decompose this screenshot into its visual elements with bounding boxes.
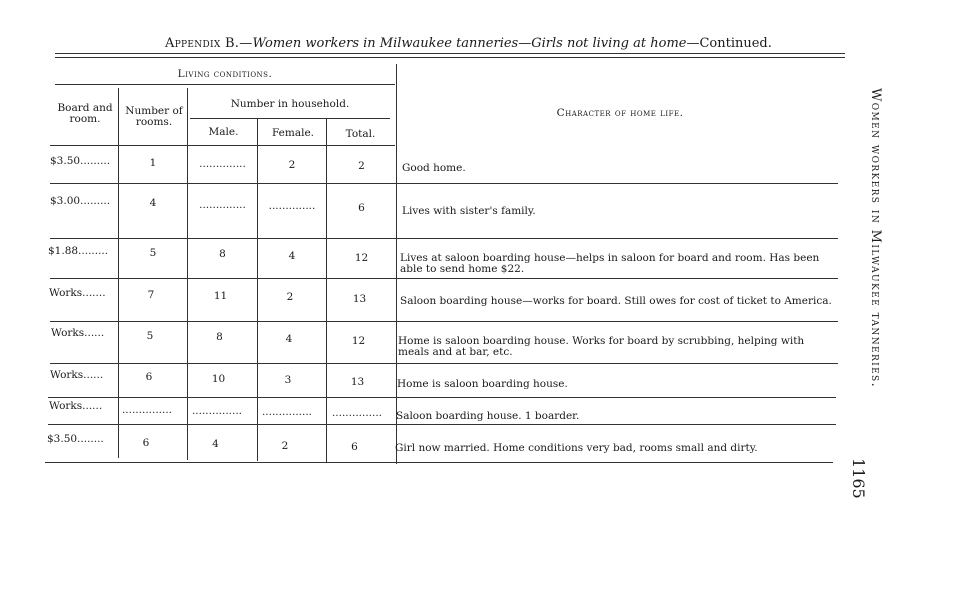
header-character: Character of home life. — [556, 107, 684, 119]
row5-total: 12 — [351, 335, 366, 347]
header-household-rule — [190, 118, 390, 119]
row1-total: 2 — [358, 160, 365, 172]
row1-male: .............. — [199, 158, 246, 170]
row4-rooms: 7 — [147, 289, 155, 301]
header-household: Number in household. — [230, 98, 350, 110]
header-group-rule — [55, 84, 395, 85]
vrule-board — [118, 88, 119, 458]
header-living-conditions: Living conditions. — [177, 68, 273, 80]
row4-board: Works....... — [49, 287, 106, 299]
row4-male: 11 — [213, 290, 228, 302]
row7-board: Works...... — [49, 400, 103, 412]
row5-rooms: 5 — [146, 330, 154, 342]
row7-total: ............... — [331, 407, 383, 419]
top-rule-2 — [55, 57, 845, 58]
top-rule-1 — [55, 53, 845, 54]
row-rule-2 — [50, 238, 838, 239]
row5-male: 8 — [216, 331, 223, 343]
row1-female: 2 — [288, 159, 296, 171]
row6-character: Home is saloon boarding house. — [397, 378, 568, 390]
row6-total: 13 — [350, 376, 365, 388]
page-number: 1165 — [849, 458, 868, 499]
row3-board: $1.88......... — [48, 245, 109, 257]
row3-female: 4 — [288, 250, 296, 262]
row2-character: Lives with sister's family. — [402, 205, 536, 217]
row-rule-1 — [50, 183, 838, 184]
row7-rooms: ............... — [121, 404, 173, 416]
row-rule-6 — [48, 397, 836, 398]
header-board-room — [52, 103, 118, 125]
row8-rooms: 6 — [142, 437, 150, 449]
vrule-total — [396, 64, 397, 464]
row8-total: 6 — [351, 441, 358, 453]
row6-rooms: 6 — [145, 371, 153, 383]
header-male: Male. — [208, 126, 239, 138]
header-number-rooms — [122, 106, 186, 128]
row8-female: 2 — [281, 440, 289, 452]
row8-character: Girl now married. Home conditions very bad, rooms small and dirty. — [395, 442, 758, 454]
row1-board: $3.50......... — [50, 155, 111, 167]
row3-character: Lives at saloon boarding house—helps in saloon for board and room. Has been able to send home $22. — [400, 252, 820, 275]
row5-board: Works...... — [51, 327, 105, 339]
row6-female: 3 — [284, 374, 292, 386]
header-total: Total. — [345, 128, 376, 140]
row-rule-7 — [48, 424, 836, 425]
row7-male: ............... — [191, 405, 243, 417]
header-board-room-text: Board and room. — [57, 102, 113, 125]
row1-rooms: 1 — [149, 157, 157, 169]
row7-character: Saloon boarding house. 1 boarder. — [396, 410, 580, 422]
row3-male: 8 — [219, 248, 226, 260]
row2-female: .............. — [268, 200, 316, 212]
row5-female: 4 — [285, 333, 293, 345]
row2-male: .............. — [199, 199, 246, 211]
row6-male: 10 — [211, 373, 226, 385]
row1-character: Good home. — [402, 162, 466, 174]
row-rule-4 — [50, 321, 838, 322]
title-prefix: Appendix B.— — [165, 36, 253, 51]
row4-total: 13 — [352, 293, 367, 305]
row2-board: $3.00......... — [50, 195, 111, 207]
row3-rooms: 5 — [149, 247, 157, 259]
row5-character: Home is saloon boarding house. Works for board by scrubbing, helping with meals and at bar, etc. — [398, 335, 805, 358]
header-female: Female. — [271, 127, 315, 139]
running-head: Women workers in Milwaukee tanneries. — [868, 88, 883, 389]
table-bottom-rule — [45, 462, 833, 463]
row4-character: Saloon boarding house—works for board. Still owes for cost of ticket to America. — [400, 295, 832, 307]
header-bottom-rule — [50, 145, 395, 146]
row-rule-3 — [50, 278, 838, 279]
header-number-rooms-text: Number of rooms. — [125, 105, 183, 128]
row2-rooms: 4 — [149, 197, 157, 209]
title-suffix: —Continued. — [686, 36, 772, 51]
row7-female: ............... — [261, 406, 313, 418]
row4-female: 2 — [286, 291, 294, 303]
table-title — [165, 36, 772, 51]
row3-total: 12 — [354, 252, 369, 264]
row8-board: $3.50........ — [47, 433, 104, 445]
row2-total: 6 — [358, 202, 365, 214]
row-rule-5 — [50, 363, 838, 364]
title-italic: Women workers in Milwaukee tanneries—Girls not living at home — [252, 36, 687, 51]
row8-male: 4 — [212, 438, 219, 450]
row6-board: Works...... — [50, 369, 104, 381]
